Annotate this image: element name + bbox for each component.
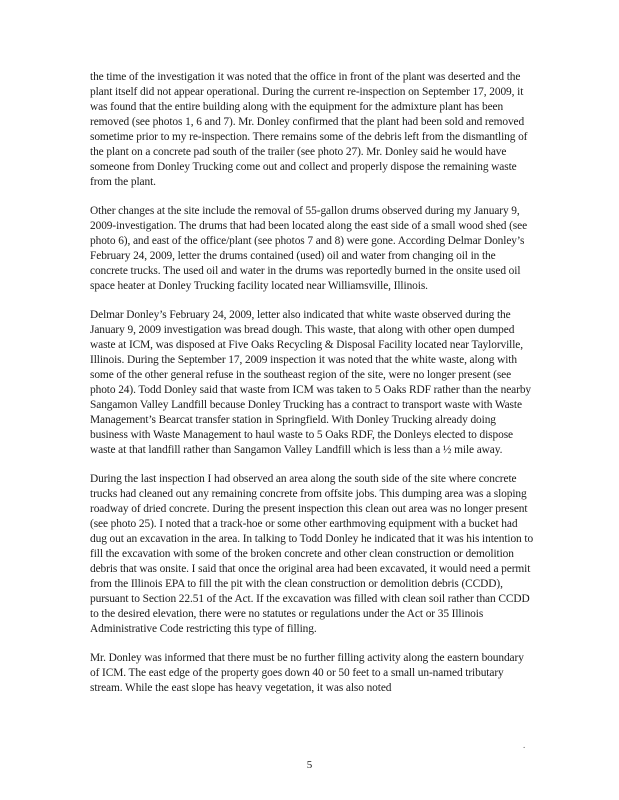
scan-speck: .	[523, 740, 526, 750]
page-number: 5	[306, 759, 313, 771]
body-text	[90, 70, 535, 710]
paragraph-white-waste: Delmar Donley’s February 24, 2009, letter also indicated that white waste observed during the January 9, 2009 investigation was bread dough. This waste, that along with other open dumped waste at ICM, was disposed at Five Oaks Recycling & Disposal Facility located near Taylorville, Illinois. During the September 17, 2009 inspection it was noted that the white waste, along with some of the other general refuse in the southeast region of the site, were no longer present (see photo 24). Todd Donley said that waste from ICM was taken to 5 Oaks RDF rather than the nearby Sangamon Valley Landfill because Donley Trucking has a contract to transport waste with Waste Management’s Bearcat transfer station in Springfield. With Donley Trucking already doing business with Waste Management to haul waste to 5 Oaks RDF, the Donleys elected to dispose waste at that landfill rather than Sangamon Valley Landfill which is less than a ½ mile away.	[90, 309, 532, 456]
paragraph-eastern-boundary: Mr. Donley was informed that there must be no further filling activity along the eastern boundary of ICM. The east edge of the property goes down 40 or 50 feet to a small un-named tributary stream. While the east slope has heavy vegetation, it was also noted	[90, 652, 524, 694]
paragraph-plant-removal: the time of the investigation it was noted that the office in front of the plant was deserted and the plant itself did not appear operational. During the current re-inspection on September 17, 2009, it was found that the entire building along with the equipment for the admixture plant has been removed (see photos 1, 6 and 7). Mr. Donley confirmed that the plant had been sold and removed sometime prior to my re-inspection. There remains some of the debris left from the dismantling of the plant on a concrete pad south of the trailer (see photo 27). Mr. Donley said he would have someone from Donley Trucking come out and collect and properly dispose the remaining waste from the plant.	[90, 71, 528, 188]
paragraph-drums-removal: Other changes at the site include the removal of 55-gallon drums observed during my January 9, 2009-investigation. The drums that had been located along the east side of a small wood shed (see photo 6), and east of the office/plant (see photos 7 and 8) were gone. According Delmar Donley’s February 24, 2009, letter the drums contained (used) oil and water from changing oil in the concrete trucks. The used oil and water in the drums was reportedly burned in the onsite used oil space heater at Donley Trucking facility located near Williamsville, Illinois.	[90, 205, 528, 292]
paragraph-cleanout-area: During the last inspection I had observed an area along the south side of the site where concrete trucks had cleaned out any remaining concrete from offsite jobs. This dumping area was a sloping roadway of dried concrete. During the present inspection this clean out area was no longer present (see photo 25). I noted that a track-hoe or some other earthmoving equipment with a bucket had dug out an excavation in the area. In talking to Todd Donley he indicated that it was his intention to fill the excavation with some of the broken concrete and other clean construction or demolition debris that was onsite. I said that once the original area had been excavated, it would need a permit from the Illinois EPA to fill the pit with the clean construction or demolition debris (CCDD), pursuant to Section 22.51 of the Act. If the excavation was filled with clean soil rather than CCDD to the desired elevation, there were no statutes or regulations under the Act or 35 Illinois Administrative Code restricting this type of filling.	[90, 473, 534, 635]
